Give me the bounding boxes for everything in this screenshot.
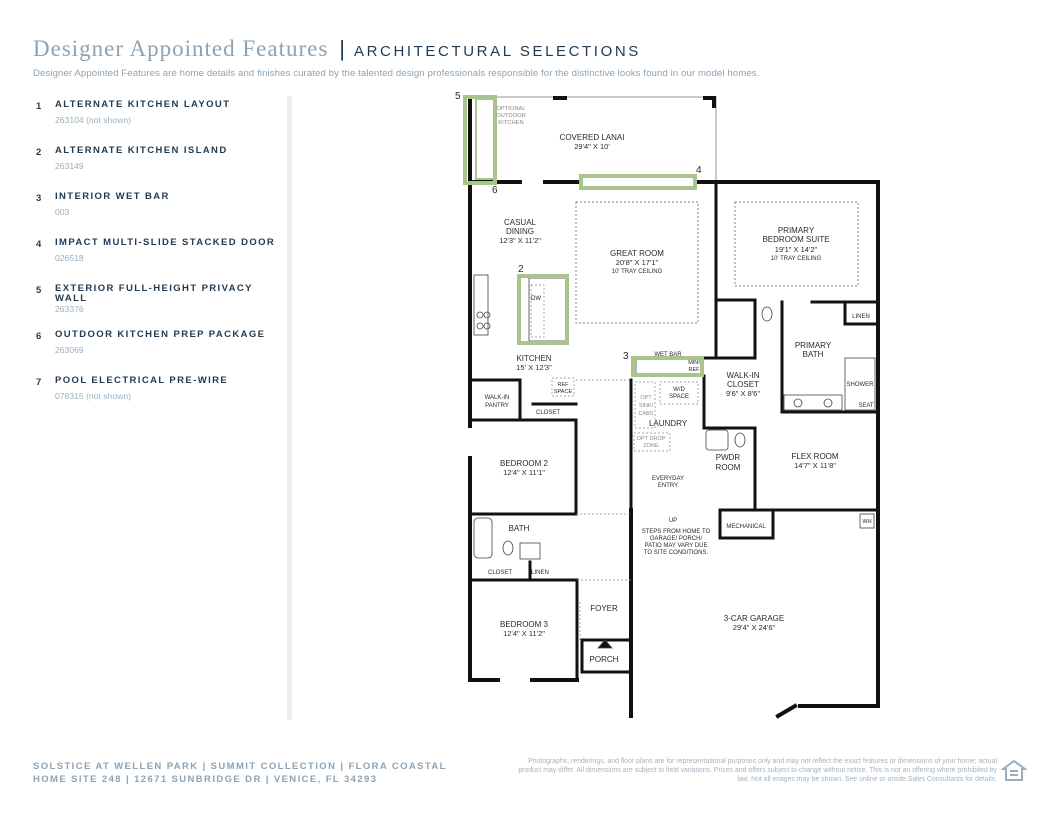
title-separator: | [339, 36, 345, 61]
feature-item [36, 238, 276, 284]
steps-note: GARAGE/ PORCH/ [649, 536, 703, 542]
community-footer [33, 760, 447, 786]
feature-name: POOL ELECTRICAL PRE-WIRE [55, 375, 229, 386]
powder-room-label: PWDR [715, 453, 741, 462]
wh-label: WH [862, 519, 872, 525]
bedroom2-label: BEDROOM 2 [499, 459, 549, 468]
dashed-openings [531, 285, 698, 640]
feature-code: 263069 [55, 345, 84, 355]
foyer-label: FOYER [590, 604, 618, 613]
optional-kitchen-label: OPTIONAL [496, 106, 526, 112]
primary-suite-ceiling: 10' TRAY CEILING [770, 256, 822, 262]
closet-b3-label: CLOSET [487, 570, 513, 576]
page-title: Designer Appointed Features [33, 36, 329, 61]
feature-item [36, 284, 276, 330]
feature-name: ALTERNATE KITCHEN ISLAND [55, 145, 228, 156]
feature-name: OUTDOOR KITCHEN PREP PACKAGE [55, 329, 266, 340]
primary-suite-dim: 19'1" X 14'2" [774, 245, 818, 254]
marker-6: 6 [492, 185, 498, 196]
feature-name: IMPACT MULTI-SLIDE STACKED DOOR [55, 237, 276, 248]
opt-sink-label: OPT [640, 395, 652, 401]
lanai-label: COVERED LANAI [559, 133, 625, 142]
feature-code: 263376 [55, 304, 84, 314]
kitchen-dim: 15' X 12'3" [516, 363, 552, 372]
feature-name: ALTERNATE KITCHEN LAYOUT [55, 99, 231, 110]
legal-disclaimer: Photographs, renderings, and floor plans are for representational purposes only and may not reflect the exact features or dimensions of your home; actual product may differ. All dimensions are subject to field variations. Prices and offers subject to change without notice. This is not an offering where prohibited by law. Not all images may be shown. See online or onsite Sales Consultants for details. [518, 758, 997, 784]
ref-space-label: REF [557, 382, 569, 388]
primary-suite-label: BEDROOM SUITE [762, 235, 830, 244]
flex-room-dim: 14'7" X 11'8" [794, 461, 836, 470]
title-row [33, 36, 1023, 62]
address-line: HOME SITE 248 | 12671 SUNBRIDGE DR | VENICE, FL 34293 [33, 774, 378, 785]
floor-plan-svg [455, 88, 895, 723]
linen-b3-label: LINEN [531, 570, 549, 576]
wd-space-label: SPACE [669, 394, 689, 400]
garage-label: 3-CAR GARAGE [723, 614, 785, 623]
feature-item [36, 146, 276, 192]
mini-ref-label: REF [688, 367, 700, 373]
vertical-divider [287, 96, 292, 720]
up-label: UP [668, 518, 678, 524]
drop-zone-label: ZONE [643, 443, 659, 449]
everyday-entry-label: EVERYDAY [651, 476, 685, 482]
highlight-4 [581, 176, 695, 188]
walk-in-closet-dim: 9'6" X 8'6" [725, 389, 761, 398]
equal-housing-icon [1001, 758, 1027, 784]
feature-name: EXTERIOR FULL-HEIGHT PRIVACY WALL [55, 283, 253, 304]
laundry-label: LAUNDRY [648, 419, 688, 428]
optional-kitchen-label: KITCHEN [498, 120, 524, 126]
lanai-dim: 29'4" X 10' [574, 142, 610, 151]
wd-space-label: W/D [673, 387, 685, 393]
bedroom3-dim: 12'4" X 11'2" [503, 629, 545, 638]
powder-room-label: ROOM [715, 463, 741, 472]
linen-label: LINEN [852, 314, 870, 320]
walk-in-closet-label: WALK-IN [726, 371, 760, 380]
feature-number: 4 [36, 239, 42, 250]
feature-number: 6 [36, 331, 42, 342]
feature-markers [455, 91, 702, 362]
dining-label: DINING [506, 227, 534, 236]
drop-zone-label: OPT DROP [636, 436, 666, 442]
pantry-label: PANTRY [485, 403, 509, 409]
mini-ref-label: MINI [688, 360, 700, 366]
feature-item [36, 100, 276, 146]
feature-number: 2 [36, 147, 42, 158]
page-subtitle: ARCHITECTURAL SELECTIONS [354, 43, 641, 60]
primary-bath-label: PRIMARY [794, 341, 832, 350]
feature-item [36, 192, 276, 238]
intro-text: Designer Appointed Features are home details and finishes curated by the talented design professionals responsible for the distinctive looks found in our model homes. [33, 68, 760, 79]
kitchen-label: KITCHEN [516, 354, 552, 363]
dw-label: DW [531, 296, 541, 302]
bedroom3-label: BEDROOM 3 [499, 620, 549, 629]
porch-label: PORCH [589, 655, 619, 664]
mechanical-label: MECHANICAL [726, 524, 766, 530]
feature-item [36, 330, 276, 376]
highlight-2 [519, 276, 567, 343]
garage-dim: 29'4" X 24'6" [732, 623, 776, 632]
feature-code: 026518 [55, 253, 84, 263]
great-room-dim: 20'8" X 17'1" [615, 258, 659, 267]
community-line: SOLSTICE AT WELLEN PARK | SUMMIT COLLECTION | FLORA COASTAL [33, 761, 447, 772]
dining-label: CASUAL [503, 218, 537, 227]
steps-note: PATIO MAY VARY DUE [644, 543, 708, 549]
great-room-label: GREAT ROOM [610, 249, 664, 258]
everyday-entry-label: ENTRY [657, 483, 679, 489]
shower-label: SHOWER [846, 382, 874, 388]
feature-number: 7 [36, 377, 42, 388]
feature-list [36, 100, 276, 422]
page-header [33, 36, 1023, 79]
flex-room-label: FLEX ROOM [791, 452, 839, 461]
ref-space-label: SPACE [553, 389, 573, 395]
primary-bath-label: BATH [802, 350, 824, 359]
pantry-label: WALK-IN [484, 395, 510, 401]
feature-code: 078315 (not shown) [55, 391, 131, 401]
feature-number: 1 [36, 101, 42, 112]
walk-in-closet-label: CLOSET [726, 380, 760, 389]
feature-number: 3 [36, 193, 42, 204]
bedroom2-dim: 12'4" X 11'1" [503, 468, 545, 477]
bath-label: BATH [508, 524, 530, 533]
marker-4: 4 [696, 165, 702, 176]
optional-kitchen-label: OUTDOOR [496, 113, 526, 119]
floor-plan [455, 88, 895, 723]
feature-number: 5 [36, 285, 42, 296]
steps-note: TO SITE CONDITIONS. [643, 550, 709, 556]
opt-sink-label: SINK/ [638, 403, 654, 409]
feature-code: 003 [55, 207, 70, 217]
feature-item [36, 376, 276, 422]
closet-label: CLOSET [535, 410, 561, 416]
primary-suite-label: PRIMARY [777, 226, 815, 235]
feature-code: 263149 [55, 161, 84, 171]
wet-bar-label: WET BAR [654, 352, 682, 358]
great-room-ceiling: 10' TRAY CEILING [611, 269, 663, 275]
steps-note: STEPS FROM HOME TO [641, 529, 711, 535]
seat-label: SEAT [858, 403, 874, 409]
marker-2: 2 [518, 264, 524, 275]
feature-name: INTERIOR WET BAR [55, 191, 170, 202]
marker-3: 3 [623, 351, 629, 362]
marker-5: 5 [455, 91, 461, 102]
feature-code: 263104 (not shown) [55, 115, 131, 125]
dining-dim: 12'3" X 11'2" [499, 236, 541, 245]
opt-sink-label: CABS [638, 411, 654, 417]
